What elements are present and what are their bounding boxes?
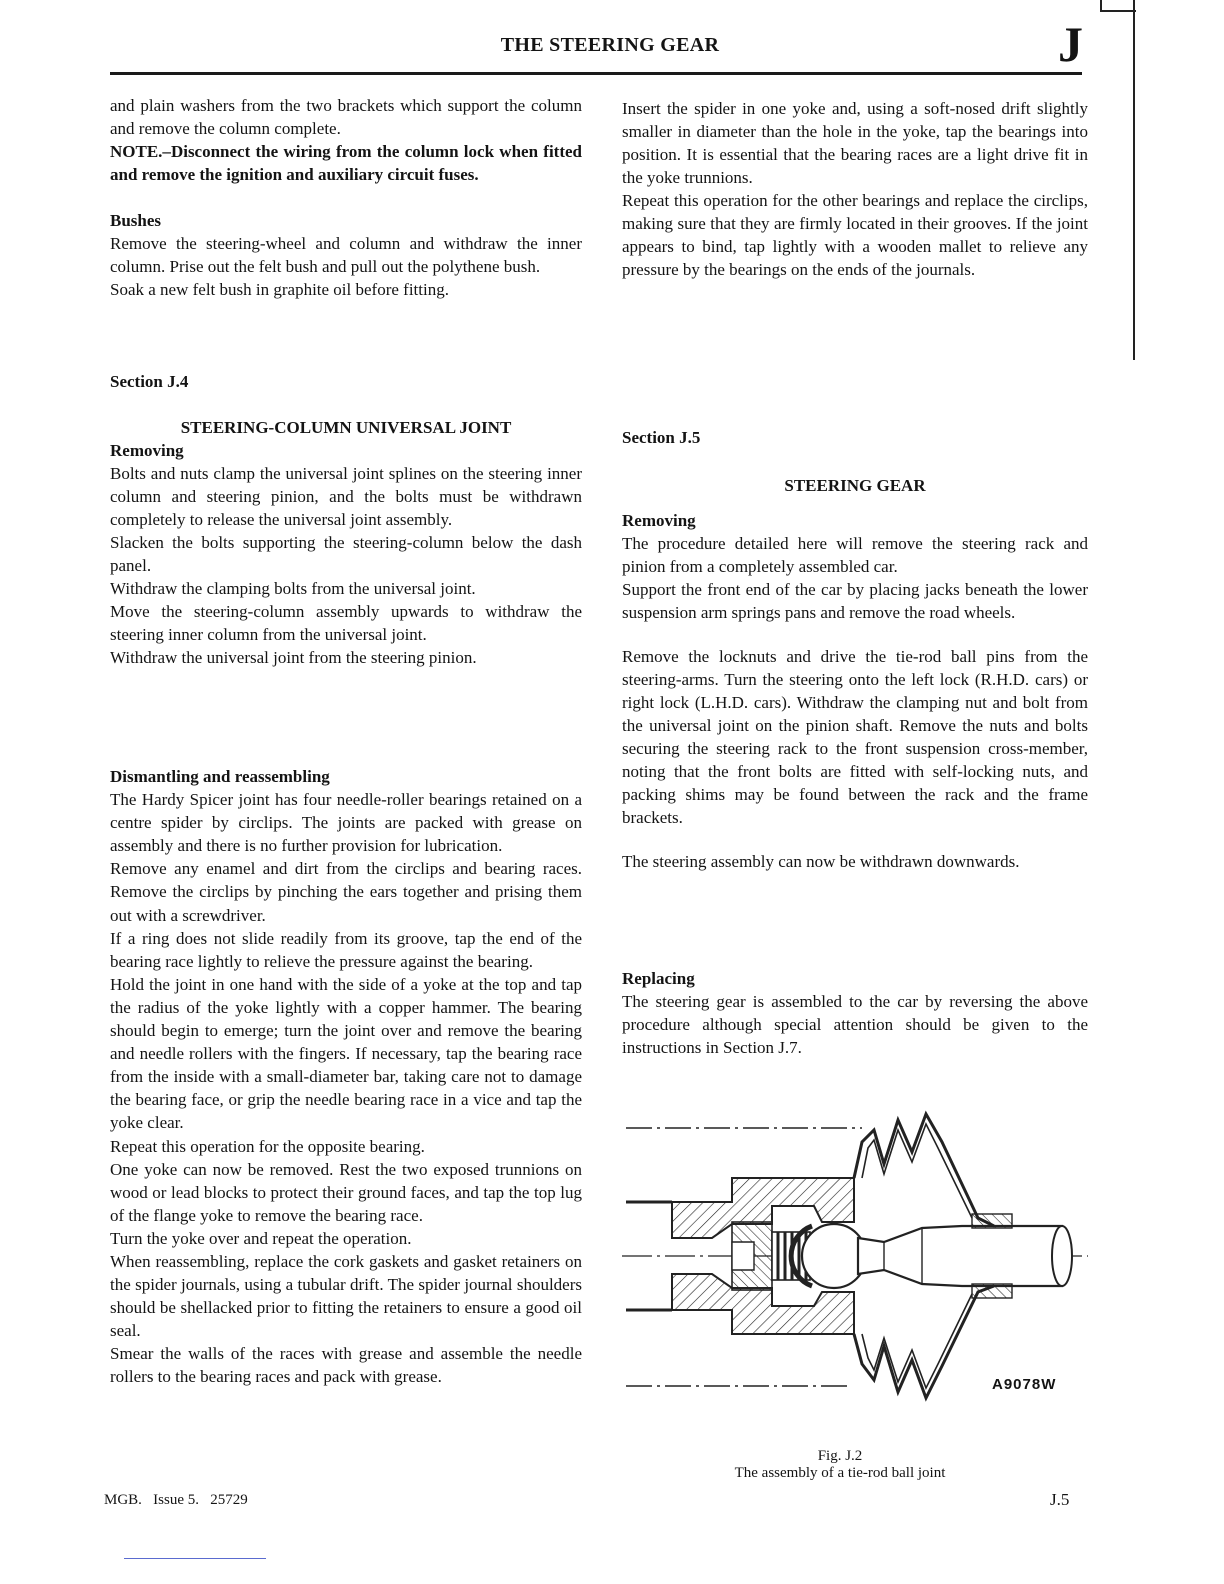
insert-paragraph-2: Repeat this operation for the other bearings and replace the circlips, making sure that they are firmly located in their grooves. If the joint appears to bind, tap lightly with a wooden mallet to relieve any pressure by the bearings on the ends of the journals. [622,191,1088,279]
dismantling-paragraph-4: Hold the joint in one hand with the side of a yoke at the top and tap the radius of the yoke lightly with a copper hammer. The bearing should begin to emerge; turn the joint over and remove the bearing and needle rollers with the fingers. If necessary, tap the bearing race from the inside with a small-diameter bar, taking care not to damage the bearing face, or grip the needle bearing race in a vice and tap the yoke clear. [110,974,582,1133]
insert-paragraph-1: Insert the spider in one yoke and, using a soft-nosed drift slightly smaller in diameter than the hole in the yoke, tap the bearings into position. It is essential that the bearing races are a light drive fit in the yoke trunnions. [622,99,1088,187]
note-text: Disconnect the wiring from the column lock when fitted and remove the ignition and auxiliary circuit fuses. [110,142,582,184]
page-number: J.5 [1050,1490,1070,1509]
j4-removing-paragraph-1: Bolts and nuts clamp the universal joint splines on the steering inner column and steering pinion, and the bolts must be withdrawn completely to release the universal joint assembly. [110,464,582,529]
dismantling-paragraph-9: Smear the walls of the races with grease and assemble the needle rollers to the bearing races and pack with grease. [110,1344,582,1387]
corner-crop-mark [1100,0,1136,12]
page-edge-line [1133,0,1135,360]
dismantling-paragraph-6: One yoke can now be removed. Rest the two exposed trunnions on wood or lead blocks to protect their ground faces, and tap the top lug of the flange yoke to remove the bearing race. [110,1159,582,1225]
j5-removing-paragraph-3: Remove the locknuts and drive the tie-rod ball pins from the steering-arms. Turn the steering onto the left lock (R.H.D. cars) or right lock (L.H.D. cars). Withdraw the clamping nut and bolt from the universal joint on the pinion shaft. Remove the nuts and bolts securing the steering rack to the front suspension cross-member, noting that the front bolts are fitted with self-locking nuts, and packing shims may be found between the rack and the frame brackets. [622,647,1088,827]
dismantling-paragraph-5: Repeat this operation for the opposite bearing. [110,1136,425,1156]
dismantling-paragraph-2: Remove any enamel and dirt from the circlips and bearing races. Remove the circlips by pinching the ears together and prising them out with a screwdriver. [110,859,582,925]
j4-removing-paragraph-3: Withdraw the clamping bolts from the universal joint. [110,579,476,598]
bushes-paragraph-2: Soak a new felt bush in graphite oil before fitting. [110,280,449,299]
header-rule [110,72,1082,75]
dismantling-heading: Dismantling and reassembling [110,767,330,786]
section-j5-heading: Section J.5 [622,428,701,447]
footer-issue: MGB. Issue 5. 25729 [104,1492,248,1508]
dismantling-paragraph-3: If a ring does not slide readily from its groove, tap the end of the bearing race lightly to relieve the pressure against the bearing. [110,928,582,971]
j5-title: STEERING GEAR [784,476,926,495]
j4-removing-paragraph-5: Withdraw the universal joint from the steering pinion. [110,648,477,667]
tie-rod-ball-joint-diagram [622,1102,1088,1402]
j5-removing-paragraph-4: The steering assembly can now be withdrawn downwards. [622,852,1020,871]
j4-removing-heading: Removing [110,441,184,460]
dismantling-paragraph-8: When reassembling, replace the cork gaskets and gasket retainers on the spider journals, using a tubular drift. The spider journal shoulders should be shellacked prior to fitting the retainers to ensure a good oil seal. [110,1251,582,1341]
section-j4-heading: Section J.4 [110,372,189,391]
j4-removing-block [110,416,582,669]
j4-removing-paragraph-4: Move the steering-column assembly upwards to withdraw the steering inner column from the universal joint. [110,602,582,644]
j5-removing-block [622,474,1088,873]
figure-caption-text: The assembly of a tie-rod ball joint [734,1465,946,1481]
section-j4-label [110,370,582,393]
dismantling-paragraph-1: The Hardy Spicer joint has four needle-roller bearings retained on a centre spider by circlips. The joints are packed with grease on assembly and there is no further provision for lubrication. [110,790,582,856]
figure-caption [640,1448,1040,1482]
j4-title: STEERING-COLUMN UNIVERSAL JOINT [180,418,512,437]
note-paragraph [110,140,582,186]
section-j5-label [622,426,1088,449]
page-title: THE STEERING GEAR [500,34,720,56]
replacing-heading: Replacing [622,969,695,988]
scan-artifact-line [124,1558,266,1559]
j4-removing-paragraph-2: Slacken the bolts supporting the steering-column below the dash panel. [110,533,582,575]
section-letter: J [1058,16,1083,72]
figure-caption-label: Fig. J.2 [817,1448,863,1464]
j5-removing-paragraph-2: Support the front end of the car by placing jacks beneath the lower suspension arm springs pans and remove the road wheels. [622,580,1088,622]
insert-block [622,97,1088,281]
j5-removing-paragraph-1: The procedure detailed here will remove the steering rack and pinion from a completely assembled car. [622,534,1088,576]
figure-code: A9078W [992,1376,1057,1393]
left-column-top [110,94,582,186]
dismantling-block [110,765,582,1389]
note-label: NOTE.– [110,142,171,161]
bushes-heading: Bushes [110,211,162,230]
replacing-block [622,967,1088,1059]
intro-paragraph: and plain washers from the two brackets which support the column and remove the column complete. [110,96,582,138]
dismantling-paragraph-7: Turn the yoke over and repeat the operation. [110,1228,412,1248]
bushes-block [110,209,582,301]
bushes-paragraph-1: Remove the steering-wheel and column and withdraw the inner column. Prise out the felt bush and pull out the polythene bush. [110,234,582,276]
replacing-paragraph: The steering gear is assembled to the car by reversing the above procedure although special attention should be given to the instructions in Section J.7. [622,992,1088,1057]
j5-removing-heading: Removing [622,511,696,530]
